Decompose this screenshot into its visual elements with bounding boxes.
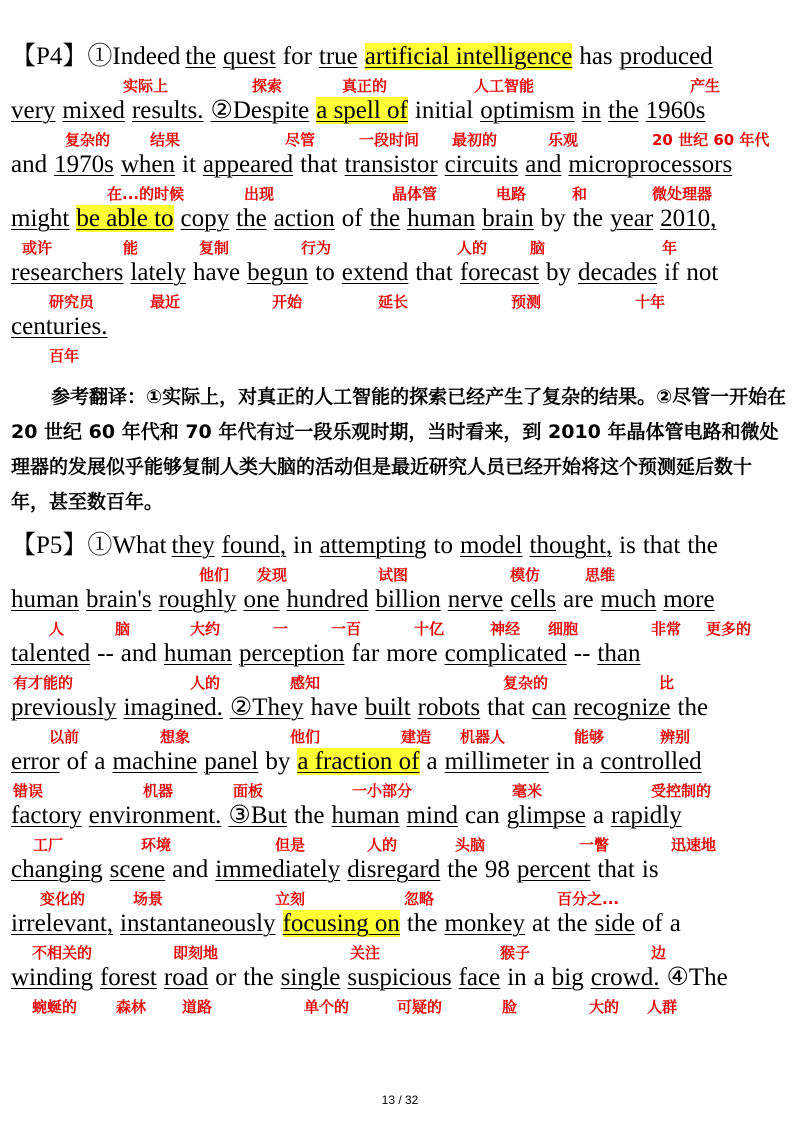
english-word: mixed	[62, 97, 125, 124]
english-word: might	[11, 205, 70, 232]
p5-line	[11, 585, 790, 615]
gloss-word: 真正的	[342, 77, 388, 95]
english-word: forest	[99, 964, 157, 991]
english-word: previously	[11, 694, 117, 721]
english-word: it	[182, 151, 196, 178]
english-word: appeared	[202, 151, 294, 178]
english-word: in	[507, 964, 527, 991]
p4-line	[11, 96, 790, 126]
p4-gloss	[0, 183, 800, 205]
english-word: that	[415, 259, 453, 286]
english-word: to	[315, 259, 335, 286]
gloss-word: 人群	[647, 998, 678, 1016]
english-word: winding	[11, 964, 93, 991]
p5-gloss	[0, 888, 800, 910]
gloss-word: 在...的时候	[107, 185, 185, 203]
english-word: by	[540, 205, 566, 232]
gloss-word: 脑	[530, 239, 546, 257]
english-word: the	[185, 43, 216, 70]
english-word: is	[641, 856, 659, 883]
p4-gloss	[0, 345, 800, 367]
gloss-word: 迅速地	[671, 836, 717, 854]
english-word: the	[243, 964, 274, 991]
gloss-word: 电路	[496, 185, 527, 203]
english-word: if	[664, 259, 680, 286]
english-word: the	[608, 97, 639, 124]
english-word: glimpse	[506, 802, 586, 829]
gloss-word: 开始	[272, 293, 303, 311]
p5-line	[11, 531, 790, 561]
english-word: centuries.	[11, 313, 108, 340]
highlighted-phrase: a fraction of	[297, 748, 420, 775]
english-word: perception	[238, 640, 345, 667]
english-word: human	[11, 586, 80, 613]
english-word: hundred	[286, 586, 369, 613]
gloss-word: 能	[123, 239, 139, 257]
gloss-word: 十年	[635, 293, 666, 311]
english-word: a	[426, 748, 438, 775]
english-word: mind	[406, 802, 458, 829]
gloss-word: 人的	[457, 239, 488, 257]
p5-gloss	[0, 726, 800, 748]
gloss-word: 探索	[252, 77, 283, 95]
english-word: they	[171, 532, 215, 559]
english-word: microprocessors	[568, 151, 733, 178]
english-word: error	[11, 748, 60, 775]
english-word: talented	[11, 640, 91, 667]
p5-line	[11, 963, 790, 993]
english-word: results.	[131, 97, 204, 124]
english-word: machine	[112, 748, 198, 775]
p5-line	[11, 747, 790, 777]
english-word: suspicious	[347, 964, 452, 991]
english-word: a	[533, 964, 545, 991]
english-word: copy	[180, 205, 230, 232]
english-word: --	[573, 640, 591, 667]
gloss-word: 变化的	[40, 890, 86, 908]
english-word: of	[341, 205, 363, 232]
english-word: not	[686, 259, 719, 286]
english-word: that	[642, 532, 681, 559]
english-word: brain's	[86, 586, 152, 613]
p5-gloss	[0, 834, 800, 856]
english-word: more	[663, 586, 715, 613]
gloss-word: 面板	[233, 782, 264, 800]
gloss-word: 预测	[511, 293, 542, 311]
gloss-word: 辨别	[660, 728, 691, 746]
p5-gloss	[0, 996, 800, 1018]
gloss-word: 机器人	[460, 728, 506, 746]
highlighted-phrase: focusing on	[282, 910, 400, 937]
gloss-word: 复制	[199, 239, 230, 257]
gloss-word: 建造	[401, 728, 432, 746]
gloss-word: 更多的	[706, 620, 752, 638]
gloss-word: 脑	[115, 620, 131, 638]
gloss-word: 复杂的	[503, 674, 549, 692]
gloss-word: 错误	[13, 782, 44, 800]
p5-line	[11, 801, 790, 831]
english-word: percent	[516, 856, 591, 883]
gloss-word: 研究员	[49, 293, 95, 311]
english-word: 【P4】①Indeed	[11, 43, 181, 70]
english-word: when	[120, 151, 175, 178]
gloss-word: 边	[651, 944, 667, 962]
english-word: ②They	[229, 694, 304, 721]
p5-gloss	[0, 942, 800, 964]
english-word: more	[386, 640, 438, 667]
english-word: a	[592, 802, 604, 829]
gloss-word: 比	[659, 674, 675, 692]
p5-gloss	[0, 564, 800, 586]
english-word: irrelevant,	[11, 910, 114, 937]
english-word: built	[364, 694, 411, 721]
gloss-word: 行为	[301, 239, 332, 257]
gloss-word: 一段时间	[359, 131, 420, 149]
gloss-word: 年	[662, 239, 678, 257]
english-word: robots	[417, 694, 481, 721]
english-word: brain	[482, 205, 534, 232]
english-word: produced	[619, 43, 713, 70]
gloss-word: 思维	[585, 566, 616, 584]
english-word: are	[563, 586, 594, 613]
english-word: very	[11, 97, 56, 124]
english-word: or	[215, 964, 237, 991]
english-word: and	[120, 640, 157, 667]
english-word: changing	[11, 856, 103, 883]
english-word: year	[610, 205, 654, 232]
gloss-word: 微处理器	[652, 185, 713, 203]
english-word: cells	[510, 586, 557, 613]
english-word: in	[581, 97, 602, 124]
english-word: circuits	[444, 151, 519, 178]
gloss-word: 有才能的	[13, 674, 74, 692]
english-word: the	[687, 532, 718, 559]
gloss-word: 发现	[257, 566, 288, 584]
english-word: instantaneously	[120, 910, 276, 937]
english-word: the	[236, 205, 267, 232]
english-word: monkey	[444, 910, 526, 937]
p5-line	[11, 693, 790, 723]
english-word: human	[331, 802, 400, 829]
english-word: that	[300, 151, 338, 178]
english-word: researchers	[11, 259, 124, 286]
gloss-word: 立刻	[275, 890, 306, 908]
english-word: that	[597, 856, 635, 883]
english-word: ②Despite	[210, 97, 310, 124]
p5-gloss	[0, 672, 800, 694]
p4-gloss	[0, 291, 800, 313]
english-word: and	[11, 151, 48, 178]
p4-gloss	[0, 75, 800, 97]
gloss-word: 关注	[350, 944, 381, 962]
p4-line	[11, 312, 790, 342]
highlighted-phrase: be able to	[76, 205, 174, 232]
gloss-word: 猴子	[500, 944, 531, 962]
english-word: have	[192, 259, 241, 286]
english-word: in	[293, 532, 313, 559]
english-word: true	[318, 43, 358, 70]
gloss-word: 一百	[331, 620, 362, 638]
gloss-word: 机器	[143, 782, 174, 800]
english-word: in	[555, 748, 576, 775]
gloss-word: 人的	[190, 674, 221, 692]
english-word: panel	[204, 748, 259, 775]
english-word: the	[447, 856, 478, 883]
english-word: one	[243, 586, 280, 613]
p5-gloss	[0, 618, 800, 640]
p4-line	[11, 204, 790, 234]
english-word: imagined.	[123, 694, 223, 721]
gloss-word: 工厂	[33, 836, 64, 854]
gloss-word: 他们	[290, 728, 321, 746]
english-word: can	[531, 694, 567, 721]
english-word: by	[265, 748, 291, 775]
english-word: crowd.	[590, 964, 660, 991]
english-word: road	[163, 964, 209, 991]
gloss-word: 复杂的	[65, 131, 111, 149]
english-word: and	[525, 151, 562, 178]
english-word: the	[572, 205, 604, 232]
gloss-word: 实际上	[123, 77, 169, 95]
english-word: human	[163, 640, 232, 667]
gloss-word: 延长	[378, 293, 409, 311]
p5-gloss	[0, 780, 800, 802]
gloss-word: 一小部分	[352, 782, 413, 800]
english-word: found,	[221, 532, 287, 559]
english-word: lately	[130, 259, 186, 286]
english-word: roughly	[158, 586, 237, 613]
english-word: 【P5】①What	[11, 532, 167, 559]
p4-line	[11, 150, 790, 180]
english-word: millimeter	[444, 748, 549, 775]
gloss-word: 受控制的	[651, 782, 712, 800]
english-word: scene	[109, 856, 166, 883]
gloss-word: 最初的	[452, 131, 498, 149]
gloss-word: 乐观	[548, 131, 579, 149]
gloss-word: 和	[572, 185, 588, 203]
english-word: by	[545, 259, 571, 286]
english-word: begun	[247, 259, 309, 286]
gloss-word: 不相关的	[32, 944, 93, 962]
gloss-word: 脸	[502, 998, 518, 1016]
gloss-word: 神经	[490, 620, 521, 638]
english-word: thought,	[529, 532, 613, 559]
gloss-word: 或许	[22, 239, 53, 257]
english-word: face	[458, 964, 501, 991]
gloss-word: 十亿	[414, 620, 445, 638]
english-word: of	[66, 748, 88, 775]
english-word: optimism	[480, 97, 575, 124]
english-word: ④The	[666, 964, 728, 991]
gloss-word: 环境	[141, 836, 172, 854]
english-word: a	[582, 748, 594, 775]
p5-line	[11, 855, 790, 885]
english-word: to	[433, 532, 453, 559]
gloss-word: 一	[273, 620, 289, 638]
english-word: complicated	[444, 640, 567, 667]
gloss-word: 20 世纪 60 年代	[652, 131, 770, 149]
gloss-word: 即刻地	[173, 944, 219, 962]
english-word: is	[619, 532, 636, 559]
english-word: recognize	[573, 694, 671, 721]
english-word: for	[282, 43, 312, 70]
gloss-word: 试图	[378, 566, 409, 584]
gloss-word: 大约	[190, 620, 221, 638]
gloss-word: 晶体管	[392, 185, 438, 203]
english-word: a	[94, 748, 106, 775]
gloss-word: 产生	[690, 77, 721, 95]
english-word: single	[280, 964, 341, 991]
english-word: far	[351, 640, 380, 667]
gloss-word: 场景	[133, 890, 164, 908]
gloss-word: 人工智能	[474, 77, 535, 95]
p4-gloss	[0, 129, 800, 151]
english-word: transistor	[344, 151, 438, 178]
p5-line	[11, 639, 790, 669]
english-word: 98	[484, 856, 510, 883]
english-word: controlled	[600, 748, 702, 775]
p4-gloss	[0, 237, 800, 259]
english-word: the	[677, 694, 709, 721]
gloss-word: 毫米	[512, 782, 543, 800]
gloss-word: 感知	[290, 674, 321, 692]
english-word: extend	[341, 259, 409, 286]
english-word: action	[273, 205, 335, 232]
english-word: immediately	[215, 856, 341, 883]
gloss-word: 单个的	[304, 998, 350, 1016]
gloss-word: 人的	[367, 836, 398, 854]
english-word: --	[97, 640, 114, 667]
english-word: side	[594, 910, 635, 937]
english-word: 1960s	[645, 97, 706, 124]
english-word: and	[172, 856, 209, 883]
gloss-word: 但是	[275, 836, 306, 854]
english-word: that	[487, 694, 525, 721]
english-word: attempting	[319, 532, 427, 559]
gloss-word: 森林	[116, 998, 147, 1016]
english-word: rapidly	[610, 802, 682, 829]
english-word: the	[293, 802, 325, 829]
gloss-word: 百年	[49, 347, 80, 365]
english-word: the	[406, 910, 438, 937]
english-word: big	[551, 964, 584, 991]
gloss-word: 以前	[49, 728, 80, 746]
gloss-word: 大的	[589, 998, 620, 1016]
english-word: than	[597, 640, 641, 667]
english-word: can	[464, 802, 500, 829]
gloss-word: 最近	[150, 293, 181, 311]
english-word: model	[460, 532, 523, 559]
gloss-word: 蜿蜒的	[32, 998, 78, 1016]
english-word: 2010,	[660, 205, 717, 232]
english-word: factory	[11, 802, 82, 829]
p4-line	[11, 258, 790, 288]
english-word: billion	[375, 586, 441, 613]
p5-line	[11, 909, 790, 939]
english-word: human	[407, 205, 476, 232]
english-word: at	[532, 910, 551, 937]
gloss-word: 他们	[199, 566, 230, 584]
english-word: ③But	[228, 802, 287, 829]
gloss-word: 非常	[651, 620, 682, 638]
gloss-word: 想象	[160, 728, 191, 746]
gloss-word: 细胞	[548, 620, 579, 638]
gloss-word: 能够	[574, 728, 605, 746]
english-word: has	[579, 43, 613, 70]
gloss-word: 模仿	[510, 566, 541, 584]
english-word: a	[669, 910, 681, 937]
english-word: forecast	[459, 259, 539, 286]
english-word: much	[600, 586, 657, 613]
highlighted-phrase: a spell of	[316, 97, 408, 124]
gloss-word: 一瞥	[579, 836, 610, 854]
gloss-word: 人	[49, 620, 65, 638]
gloss-word: 忽略	[404, 890, 435, 908]
english-word: environment.	[88, 802, 222, 829]
english-word: quest	[222, 43, 276, 70]
gloss-word: 出现	[244, 185, 275, 203]
gloss-word: 头脑	[455, 836, 486, 854]
english-word: initial	[414, 97, 474, 124]
gloss-word: 百分之...	[557, 890, 620, 908]
gloss-word: 结果	[150, 131, 181, 149]
english-word: decades	[577, 259, 658, 286]
english-word: 1970s	[54, 151, 114, 178]
english-word: nerve	[447, 586, 504, 613]
gloss-word: 道路	[182, 998, 213, 1016]
english-word: the	[557, 910, 588, 937]
highlighted-phrase: artificial intelligence	[364, 43, 573, 70]
page-indicator: 13 / 32	[381, 1093, 419, 1107]
p4-reference-translation: 参考翻译：①实际上，对真正的人工智能的探索已经产生了复杂的结果。②尽管一开始在 20 世纪 60 年代和 70 年代有过一段乐观时期，当时看来，到 2010 年晶体管电路和微处理器的发展似乎能够复制人类大脑的活动但是最近研究人员已经开始将这个预测延后数十年，甚至数百年。	[11, 386, 787, 513]
p4-line	[11, 42, 790, 72]
gloss-word: 尽管	[285, 131, 316, 149]
english-word: disregard	[347, 856, 441, 883]
english-word: of	[641, 910, 663, 937]
english-word: have	[310, 694, 358, 721]
gloss-word: 可疑的	[397, 998, 443, 1016]
english-word: the	[369, 205, 401, 232]
